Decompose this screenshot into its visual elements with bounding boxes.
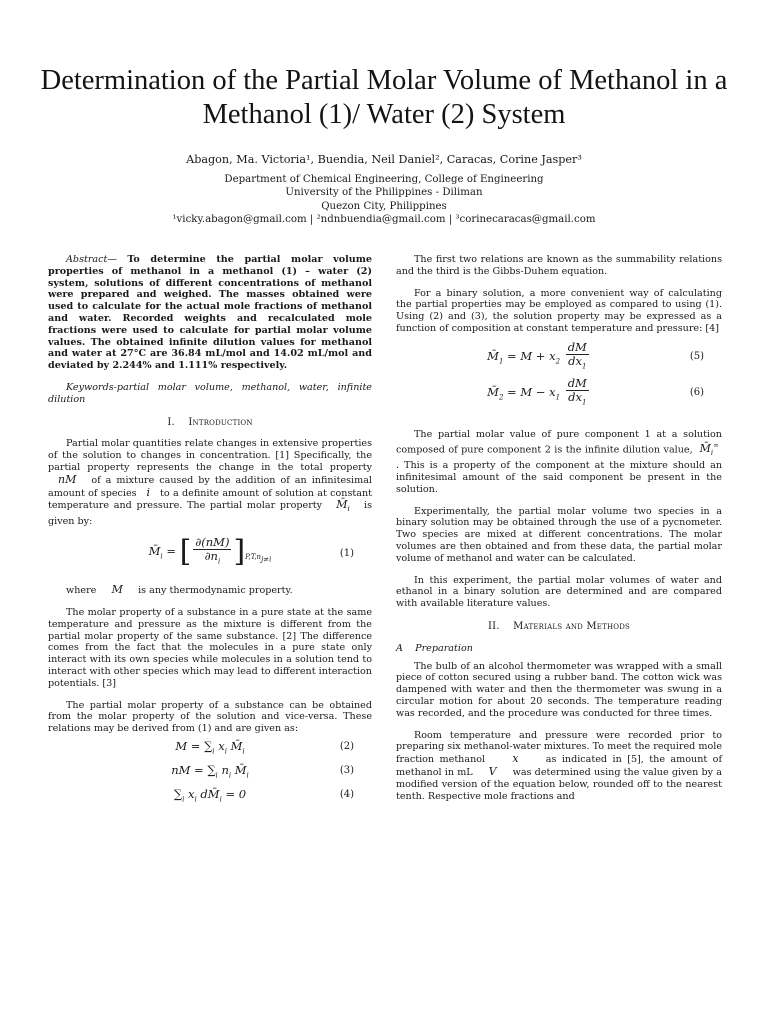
math-V: V xyxy=(488,764,497,778)
right-paragraph-5: In this experiment, the partial molar volumes of water and ethanol in a binary solution are determined and are compared with available literature values. xyxy=(396,574,722,610)
intro-paragraph-2: The molar property of a substance in a pure state at the same temperature and pressure as the mixture is different from the partial molar property of the same substance. [2] The difference comes from the fact that the molecules in a pure state only interact with its own species while molecules in a solution tend to interact with other species which may lead to different interaction potentials. [3] xyxy=(48,606,372,689)
equation-4-math: $\sum_i$ $x_i$ $dM̄_i = 0$ xyxy=(173,786,247,804)
equation-5-number: (5) xyxy=(689,350,704,362)
affiliation-emails: ¹vicky.abagon@gmail.com | ²ndnbuendia@gmail.com | ³corinecaracas@gmail.com xyxy=(172,213,596,225)
equation-1 xyxy=(48,534,372,578)
equation-3 xyxy=(48,762,372,789)
where-line xyxy=(48,584,372,597)
right-paragraph-3 xyxy=(396,429,722,496)
equation-2-number: (2) xyxy=(339,740,354,752)
keywords: Keywords-partial molar volume, methanol, water, infinite dilution xyxy=(48,381,372,405)
right-p7-part-b: as indicated in [5], the amount of methanol in mL xyxy=(396,754,723,778)
section-heading-materials xyxy=(396,621,722,633)
math-nM: nM xyxy=(58,472,77,486)
intro-paragraph-1 xyxy=(48,438,372,528)
affiliation-block xyxy=(40,173,728,226)
right-paragraph-4: Experimentally, the partial molar volume two species in a binary solution may be obtained through the use of a pycnometer. Two species are mixed at different concentrations. The molar volumes are then obtained and from these data, the partial molar volume of methanol and water can be calculated. xyxy=(396,505,722,564)
right-paragraph-1: The first two relations are known as the summability relations and the third is the Gibbs-Duhem equation. xyxy=(396,254,722,277)
section-numeral: I. xyxy=(167,416,175,428)
equation-3-number: (3) xyxy=(339,764,354,776)
right-paragraph-6: The bulb of an alcohol thermometer was wrapped with a small piece of cotton secured using a rubber band. The cotton wick was dampened with water and then the thermometer was swung in a circular motion for about 20 seconds. The temperature reading was recorded, and the procedure was conducted for three times. xyxy=(396,660,722,719)
equation-4-number: (4) xyxy=(339,788,354,800)
subsection-preparation xyxy=(396,643,722,655)
equation-5-math: $M̄_1 = M + x_2$ $\frac{dM}{dx_1}$ xyxy=(487,339,587,371)
abstract-label: Abstract— xyxy=(66,254,117,265)
subsection-title: Preparation xyxy=(415,642,473,654)
intro-paragraph-3: The partial molar property of a substance can be obtained from the molar property of the solution and vice-versa. These relations may be derived from (1) and are given as: xyxy=(48,699,372,735)
math-x: x xyxy=(512,752,519,766)
right-p3-part-b: . This is a property of the component at the mixture should an infinitesimal amount of the said component be present in the solution. xyxy=(396,460,722,495)
math-i: i xyxy=(146,485,151,499)
section-heading-introduction xyxy=(48,417,372,429)
math-M: M xyxy=(111,583,123,597)
where-text-b: is any thermodynamic property. xyxy=(138,585,293,597)
abstract-text: To determine the partial molar volume properties of methanol in a methanol (1) – water (2) system, solutions of different concentrations of methanol were prepared and weighed. The masses obtained were used to calculate for the actual mole fractions of methanol and water. Recorded weights and recalculated mole fractions were used to calculate for partial molar volume values. The obtained infinite dilution values for methanol and water at 27°C are 36.84 mL/mol and 14.02 mL/mol and deviated by 2.244% and 1.111% respectively. xyxy=(48,254,372,372)
equation-2-math: $M = \sum_i$ $x_i$ $M̄_i$ xyxy=(175,738,245,756)
section2-title: Materials and Methods xyxy=(513,620,631,632)
equation-6 xyxy=(396,377,722,411)
equation-1-number: (1) xyxy=(339,548,354,560)
section2-numeral: II. xyxy=(487,620,500,632)
right-paragraph-7 xyxy=(396,730,722,803)
intro-p1-part-d: is given by: xyxy=(48,500,372,528)
subsection-letter: A xyxy=(396,642,403,654)
paper-title: Determination of the Partial Molar Volume of Methanol in a Methanol (1)/ Water (2) System xyxy=(40,65,728,130)
affiliation-dept: Department of Chemical Engineering, College of Engineering xyxy=(224,174,544,185)
intro-p1-part-c: to a definite amount of solution at constant temperature and pressure. The partial molar property xyxy=(48,487,373,512)
equation-2 xyxy=(48,738,372,765)
right-column xyxy=(396,254,722,802)
where-text-a: where xyxy=(66,585,97,597)
right-paragraph-2: For a binary solution, a more convenient way of calculating the partial properties may be employed as compared to using (1). Using (2) and (3), the solution property may be expressed as a function of composition at constant temperature and pressure: [4] xyxy=(396,287,722,334)
equation-1-math: $M̄_i$ = [ $\frac{\partial(nM)}{\partial n_i}$ ]$_{P,T,n_{j\ne i}}$ xyxy=(148,534,272,570)
affiliation-univ: University of the Philippines - Diliman xyxy=(285,187,483,199)
intro-p1-part-a: Partial molar quantities relate changes in extensive properties of the solution to changes in concentration. [1] Specifically, the partial property represents the change in the total property xyxy=(48,438,372,473)
equation-5 xyxy=(396,341,722,375)
right-p7-part-a: Room temperature and pressure were recorded prior to preparing six methanol-water mixtures. To meet the required mole fraction methanol xyxy=(396,729,722,766)
equation-3-math: nM = $\sum_i$ $n_i$ $M̄_i$ xyxy=(171,762,249,780)
right-p3-part-a: The partial molar value of pure component 1 at a solution composed of pure component 2 is the infinite dilution value, xyxy=(396,428,722,456)
math-Mbar-i-infinity: $M̄_i^\infty$ xyxy=(699,441,719,458)
math-Mbar-i: $M̄_i$ xyxy=(336,498,350,514)
author-list: Abagon, Ma. Victoria¹, Buendia, Neil Daniel², Caracas, Corine Jasper³ xyxy=(186,153,582,166)
left-column xyxy=(48,254,372,813)
equation-6-number: (6) xyxy=(689,386,704,398)
equation-4 xyxy=(48,786,372,813)
section-title: Introduction xyxy=(188,416,253,428)
equation-6-math: $M̄_2 = M - x_1$ $\frac{dM}{dx_1}$ xyxy=(487,375,587,407)
abstract xyxy=(48,254,372,372)
affiliation-city: Quezon City, Philippines xyxy=(321,200,447,212)
intro-p1-part-b: of a mixture caused by the addition of an infinitesimal amount of species xyxy=(48,474,372,499)
right-p7-part-c: was determined using the value given by a modified version of the equation below, rounded off to the nearest tenth. Respective mole fractions and xyxy=(396,766,723,802)
